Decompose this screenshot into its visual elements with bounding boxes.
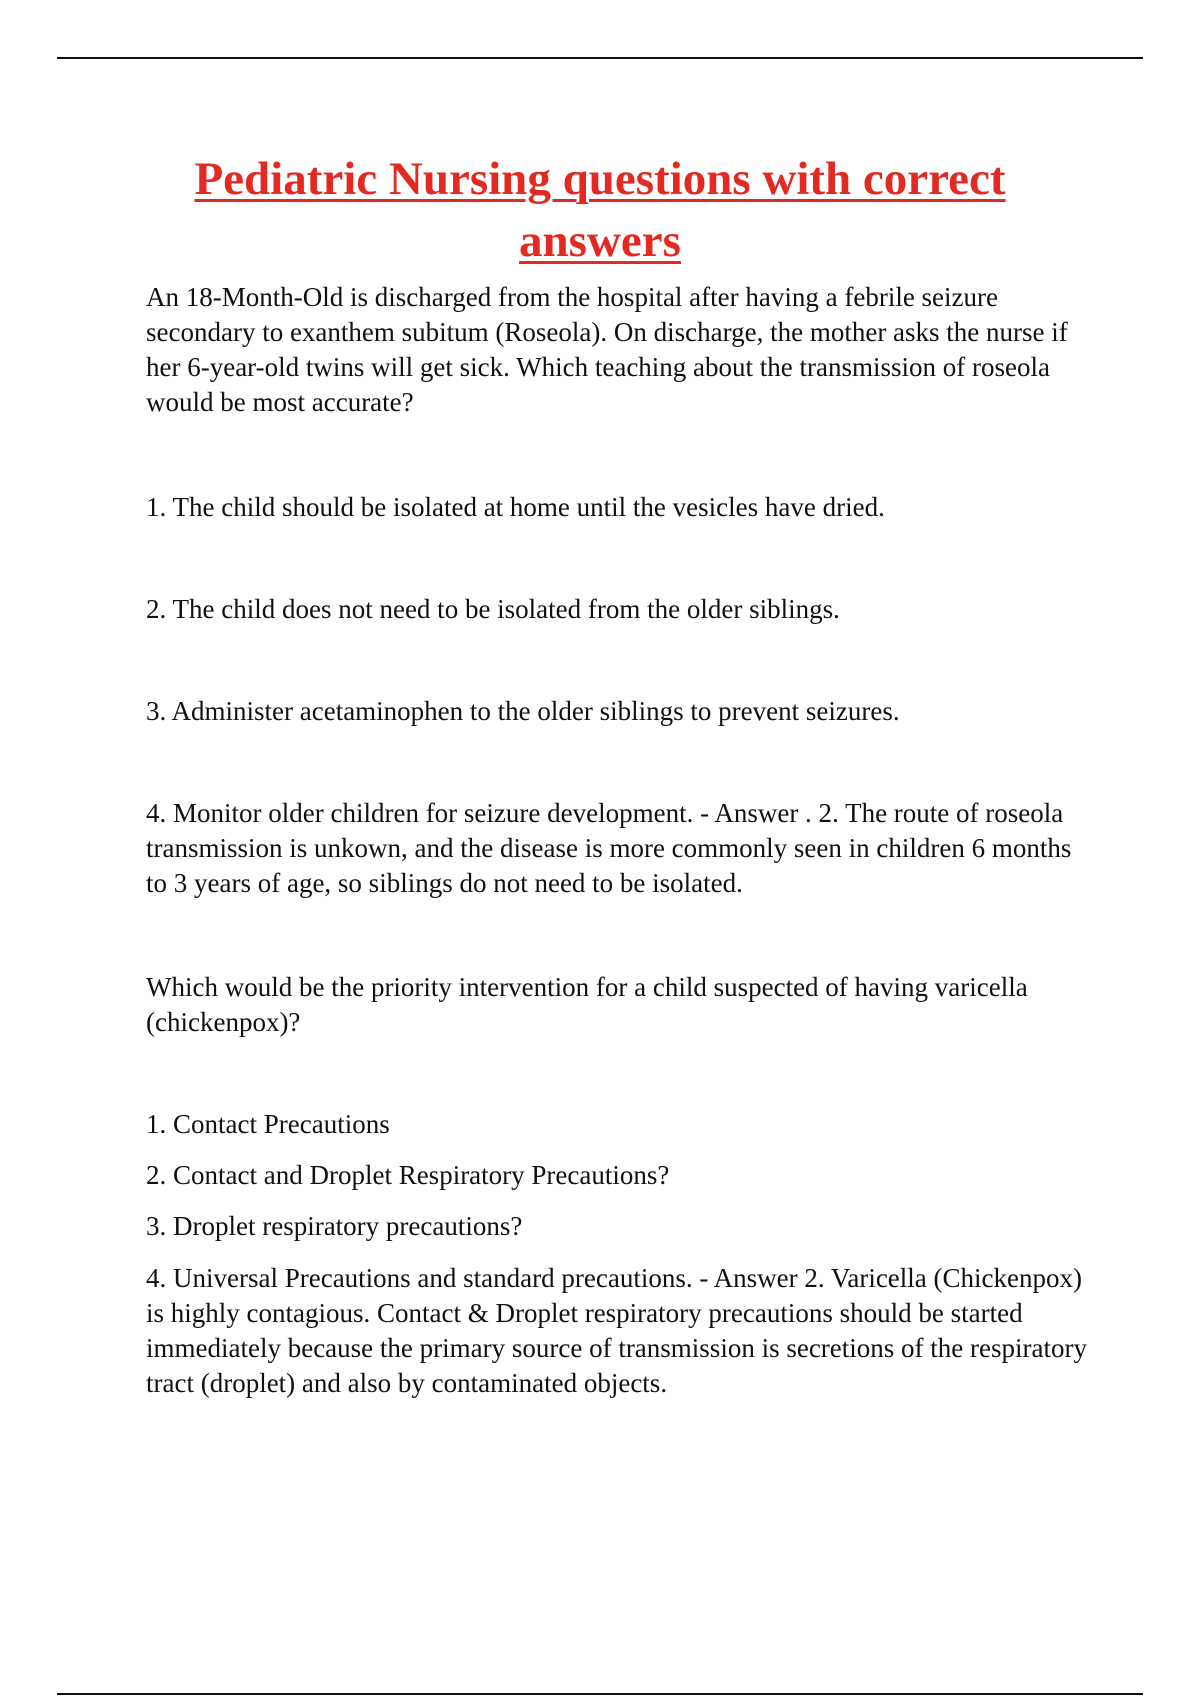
question-1-option-1: 1. The child should be isolated at home until the vesicles have dried. [146, 492, 885, 522]
question-1-stem: An 18-Month-Old is discharged from the hospital after having a febrile seizure secondary to exanthem subitum (Roseola). On discharge, the mother asks the nurse if her 6-year-old twins will get sick. Which teaching about the transmission of roseola would be most accurate? [146, 282, 1068, 417]
page-title-line-1: Pediatric Nursing questions with correct [194, 153, 1006, 205]
footer-rule [57, 1693, 1143, 1695]
page-title [0, 148, 1200, 272]
question-1-option-3: 3. Administer acetaminophen to the older siblings to prevent seizures. [146, 696, 900, 726]
question-2-option-4-answer: 4. Universal Precautions and standard precautions. - Answer 2. Varicella (Chickenpox) is highly contagious. Contact & Droplet respiratory precautions should be started immediately because the primary source of transmission is secretions of the respiratory tract (droplet) and also by contaminated objects. [146, 1263, 1087, 1398]
question-2-option-1: 1. Contact Precautions [146, 1109, 390, 1139]
page-title-line-2: answers [519, 215, 681, 267]
question-2-stem: Which would be the priority intervention for a child suspected of having varicella (chickenpox)? [146, 972, 1028, 1037]
question-1-option-2: 2. The child does not need to be isolated from the older siblings. [146, 594, 840, 624]
header-rule [57, 57, 1143, 59]
question-1-option-4-answer: 4. Monitor older children for seizure development. - Answer . 2. The route of roseola transmission is unkown, and the disease is more commonly seen in children 6 months to 3 years of age, so siblings do not need to be isolated. [146, 798, 1072, 898]
question-2-option-2: 2. Contact and Droplet Respiratory Precautions? [146, 1160, 670, 1190]
question-2-option-3: 3. Droplet respiratory precautions? [146, 1211, 523, 1241]
